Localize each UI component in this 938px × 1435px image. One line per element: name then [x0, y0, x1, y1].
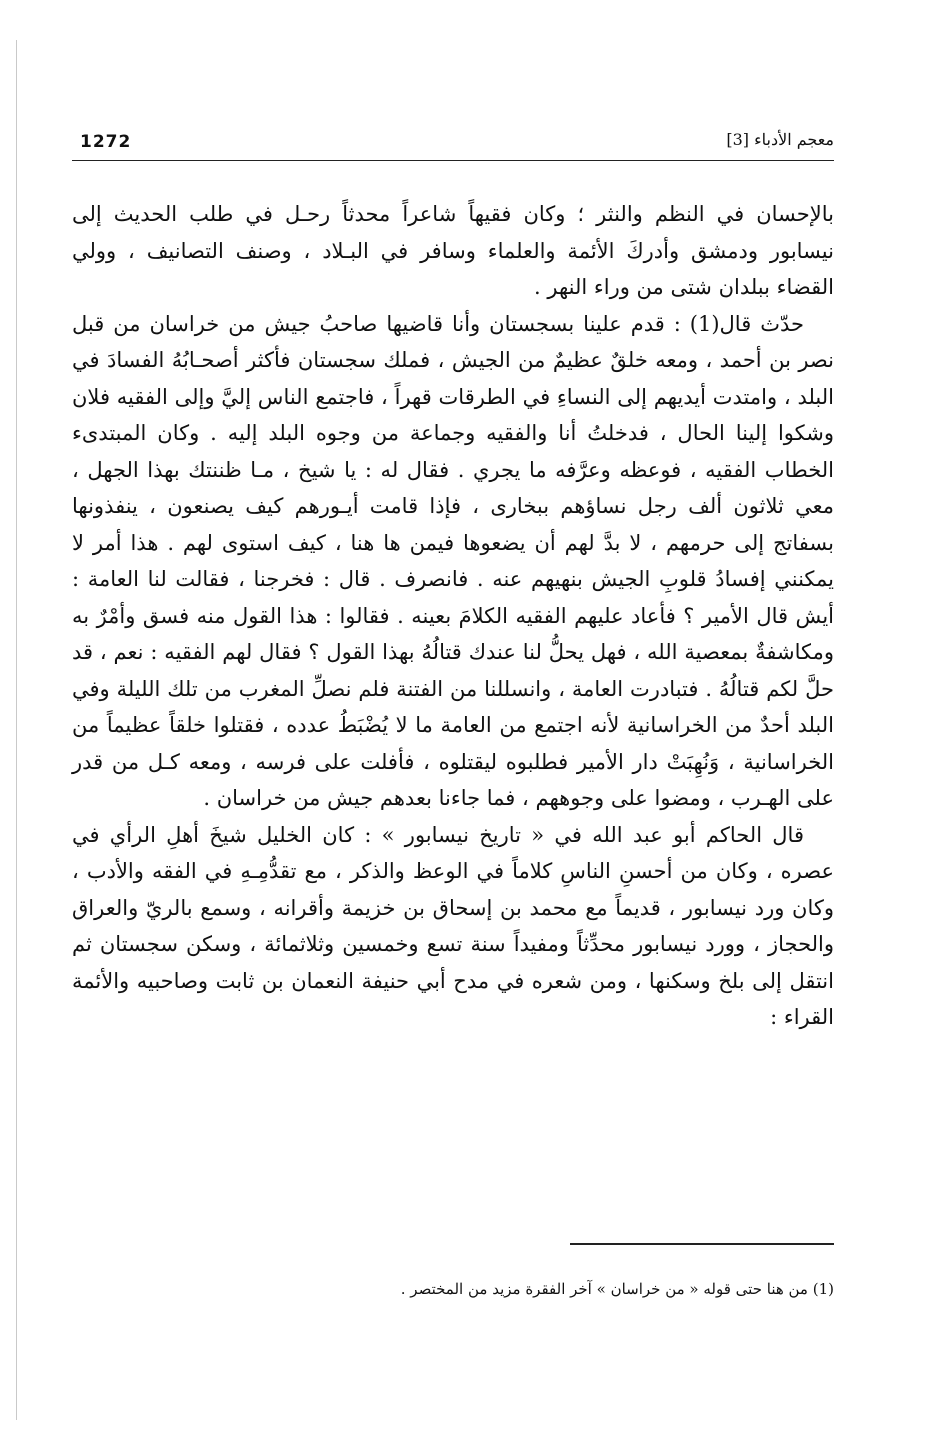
footnote-rule — [570, 1243, 834, 1245]
paragraph-1: بالإحسان في النظم والنثر ؛ وكان فقيهاً شاعراً محدثاً رحـل في طلب الحديث إلى نيسابور ودمشق وأدركَ الأئمة والعلماء وسافر في البـلاد ، وصنف التصانيف ، وولي القضاء ببلدان شتى من وراء النهر . — [72, 202, 834, 299]
paragraph-2: حدّث قال(1) : قدم علينا بسجستان وأنا قاضيها صاحبُ جيش من خراسان من قبل نصر بن أحمد ، ومعه خلقٌ عظيمٌ من الجيش ، فملك سجستان فأكثر أصحـابُهُ الفسادَ في البلد ، وامتدت أيديهم إلى النساءِ في الطرقات قهراً ، فاجتمع الناس إليَّ وإلى الفقيه فلان وشكوا إلينا الحال ، فدخلتُ أنا والفقيه وجماعة من وجوه البلد إليه . وكان المبتدىء الخطاب الفقيه ، فوعظه وعرَّفه ما يجري . فقال له : يا شيخ ، مـا ظننتك بهذا الجهل ، معي ثلاثون ألف رجل نساؤهم ببخارى ، فإذا قامت أيـورهم كيف يصنعون ، ينفذونها بسفاتج إلى حرمهم ، لا بدَّ لهم أن يضعوها فيمن ها هنا ، كيف استوى لهم . هذا أمر لا يمكنني إفسادُ قلوبِ الجيش بنهيهم عنه . فانصرف . قال : فخرجنا ، فقالت لنا العامة : أيش قال الأمير ؟ فأعاد عليهم الفقيه الكلامَ بعينه . فقالوا : هذا القول منه فسق وأمْرٌ به ومكاشفةٌ بمعصية الله ، فهل يحلُّ لنا عندك قتالُهُ بهذا القول ؟ فقال لهم الفقيه : نعم ، قد حلَّ لكم قتالُهُ . فتبادرت العامة ، وانسللنا من الفتنة فلم نصلِّ المغرب من تلك الليلة وفي البلد أحدٌ من الخراسانية لأنه اجتمع من العامة ما لا يُضْبَطُ عدده ، فقتلوا خلقاً عظيماً من الخراسانية ، وَنُهِبَتْ دار الأمير فطلبوه ليقتلوه ، فأفلت على فرسه ، ومعه كـل من قدر على الهـرب ، ومضوا على وجوههم ، فما جاءنا بعدهم جيش من خراسان . — [72, 311, 834, 810]
page-number: 1272 — [80, 132, 132, 152]
page-edge-line — [16, 40, 17, 1420]
header-rule — [72, 160, 834, 161]
body-text — [72, 196, 834, 1036]
footnote: (1) من هنا حتى قوله « من خراسان » آخر الفقرة مزيد من المختصر . — [400, 1280, 834, 1298]
running-title: معجم الأدباء [3] — [726, 130, 834, 149]
paragraph-3: قال الحاكم أبو عبد الله في « تاريخ نيسابور » : كان الخليل شيخَ أهلِ الرأي في عصره ، وكان من أحسنِ الناسِ كلاماً في الوعظ والذكر ، مع تقدُّمِـهِ في الفقه والأدب ، وكان ورد نيسابور ، قديماً مع محمد بن إسحاق بن خزيمة وأقرانه ، وسمع بالريّ والعراق والحجاز ، وورد نيسابور محدِّثاً ومفيداً سنة تسع وخمسين وثلاثمائة ، وسكن سجستان ثم انتقل إلى بلخ وسكنها ، ومن شعره في مدح أبي حنيفة النعمان بن ثابت وصاحبيه والأئمة القراء : — [72, 822, 834, 1029]
page-header — [72, 130, 834, 160]
